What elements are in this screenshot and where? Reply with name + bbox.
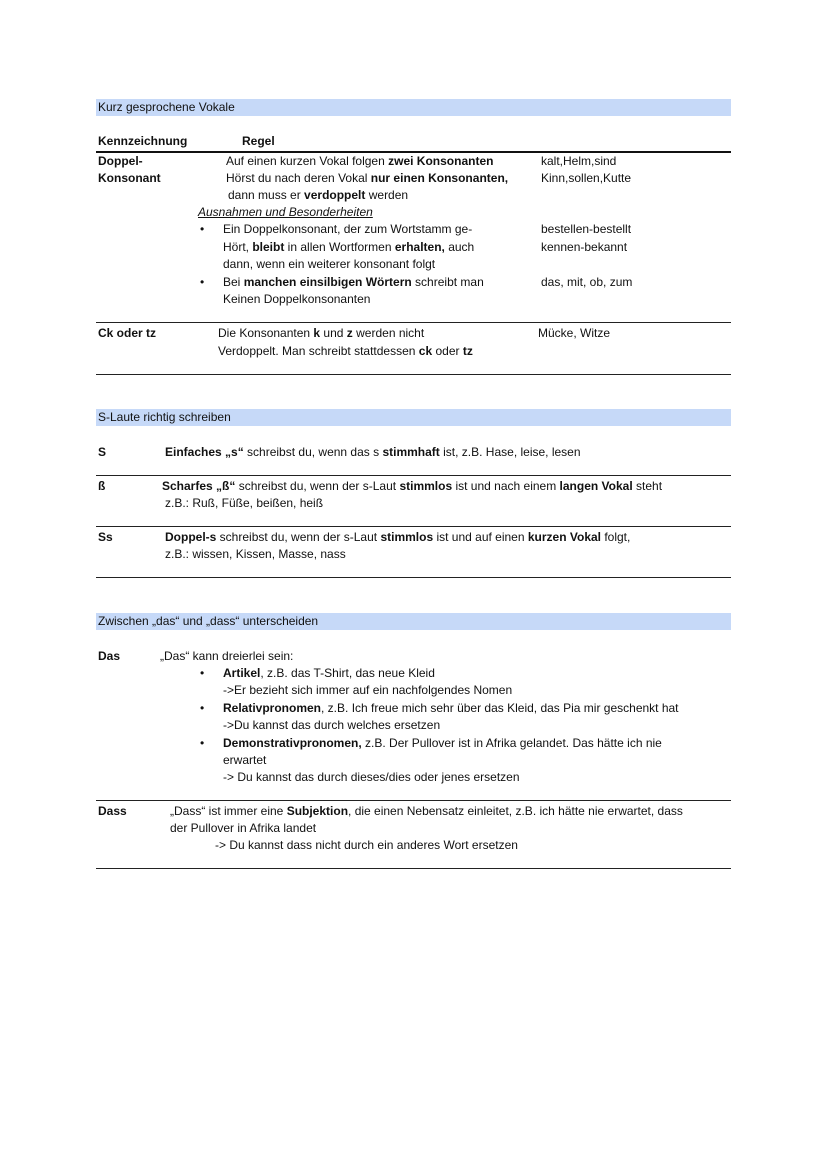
ck-example: Mücke, Witze bbox=[538, 326, 611, 340]
label-ck-tz: Ck oder tz bbox=[98, 326, 157, 340]
relativpronomen-line-1: Relativpronomen, z.B. Ich freue mich sehr über das Kleid, das Pia mir geschenkt hat bbox=[223, 701, 679, 715]
example-1: kalt,Helm,sind bbox=[541, 154, 617, 168]
demonstrativpronomen-line-2: erwartet bbox=[223, 753, 267, 767]
example-2: Kinn,sollen,Kutte bbox=[541, 171, 632, 185]
rule-line-3: dann muss er verdoppelt werden bbox=[228, 188, 409, 202]
sz-rule-line-1: Scharfes „ß“ schreibst du, wenn der s-Laut stimmlos ist und nach einem langen Vokal steht bbox=[162, 479, 663, 493]
label-konsonant: Konsonant bbox=[98, 171, 161, 185]
bullet-1-line-2: Hört, bleibt in allen Wortformen erhalten, auch bbox=[223, 240, 475, 254]
artikel-line-1: Artikel, z.B. das T-Shirt, das neue Kleid bbox=[223, 666, 435, 680]
section-title: Kurz gesprochene Vokale bbox=[98, 100, 235, 114]
bullet-2-example: das, mit, ob, zum bbox=[541, 275, 633, 289]
ss-rule-line-1: Doppel-s schreibst du, wenn der s-Laut stimmlos ist und auf einen kurzen Vokal folgt, bbox=[165, 530, 631, 544]
bullet-2-line-2: Keinen Doppelkonsonanten bbox=[223, 292, 371, 306]
label-das: Das bbox=[98, 649, 121, 663]
label-sz: ß bbox=[98, 479, 106, 493]
bullet-icon: • bbox=[200, 666, 205, 680]
rule-line-2: Hörst du nach deren Vokal nur einen Konsonanten, bbox=[226, 171, 509, 185]
label-ss: Ss bbox=[98, 530, 113, 544]
divider bbox=[96, 868, 731, 869]
divider bbox=[96, 800, 731, 801]
das-intro: „Das“ kann dreierlei sein: bbox=[160, 649, 294, 663]
section-title: Zwischen „das“ und „dass“ unterscheiden bbox=[98, 614, 319, 628]
ausnahmen-heading: Ausnahmen und Besonderheiten bbox=[198, 205, 373, 219]
bullet-icon: • bbox=[200, 736, 205, 750]
sz-rule-line-2: z.B.: Ruß, Füße, beißen, heiß bbox=[165, 496, 324, 510]
divider bbox=[96, 475, 731, 476]
bullet-1-line-3: dann, wenn ein weiterer konsonant folgt bbox=[223, 257, 436, 271]
bullet-2-line-1: Bei manchen einsilbigen Wörtern schreibt man bbox=[223, 275, 484, 289]
dass-line-3: -> Du kannst dass nicht durch ein anderes Wort ersetzen bbox=[215, 838, 518, 852]
dass-line-1: „Dass“ ist immer eine Subjektion, die einen Nebensatz einleitet, z.B. ich hätte nie erwartet, dass bbox=[170, 804, 683, 818]
bullet-icon: • bbox=[200, 222, 205, 236]
label-doppel: Doppel- bbox=[98, 154, 143, 168]
column-header-kennzeichnung: Kennzeichnung bbox=[98, 134, 188, 148]
divider bbox=[96, 577, 731, 578]
section-header-kurz-vokale bbox=[96, 99, 731, 116]
ck-line-1: Die Konsonanten k und z werden nicht bbox=[218, 326, 425, 340]
section-header-das-dass bbox=[96, 613, 731, 630]
dass-line-2: der Pullover in Afrika landet bbox=[170, 821, 317, 835]
artikel-line-2: ->Er bezieht sich immer auf ein nachfolgendes Nomen bbox=[223, 683, 513, 697]
bullet-icon: • bbox=[200, 275, 205, 289]
rule-line-1: Auf einen kurzen Vokal folgen zwei Konsonanten bbox=[226, 154, 494, 168]
s-rule: Einfaches „s“ schreibst du, wenn das s stimmhaft ist, z.B. Hase, leise, lesen bbox=[165, 445, 581, 459]
demonstrativpronomen-line-3: -> Du kannst das durch dieses/dies oder jenes ersetzen bbox=[223, 770, 520, 784]
label-s: S bbox=[98, 445, 107, 459]
bullet-1-line-1: Ein Doppelkonsonant, der zum Wortstamm ge- bbox=[223, 222, 473, 236]
divider bbox=[96, 526, 731, 527]
column-header-regel: Regel bbox=[242, 134, 275, 148]
ss-rule-line-2: z.B.: wissen, Kissen, Masse, nass bbox=[165, 547, 346, 561]
label-dass: Dass bbox=[98, 804, 127, 818]
bullet-icon: • bbox=[200, 701, 205, 715]
bullet-1-example-2: kennen-bekannt bbox=[541, 240, 628, 254]
section-title: S-Laute richtig schreiben bbox=[98, 410, 231, 424]
section-header-s-laute bbox=[96, 409, 731, 426]
relativpronomen-line-2: ->Du kannst das durch welches ersetzen bbox=[223, 718, 441, 732]
ck-line-2: Verdoppelt. Man schreibt stattdessen ck oder tz bbox=[218, 344, 473, 358]
bullet-1-example-1: bestellen-bestellt bbox=[541, 222, 632, 236]
divider bbox=[96, 322, 731, 323]
divider bbox=[96, 374, 731, 375]
demonstrativpronomen-line-1: Demonstrativpronomen, z.B. Der Pullover ist in Afrika gelandet. Das hätte ich nie bbox=[223, 736, 662, 750]
